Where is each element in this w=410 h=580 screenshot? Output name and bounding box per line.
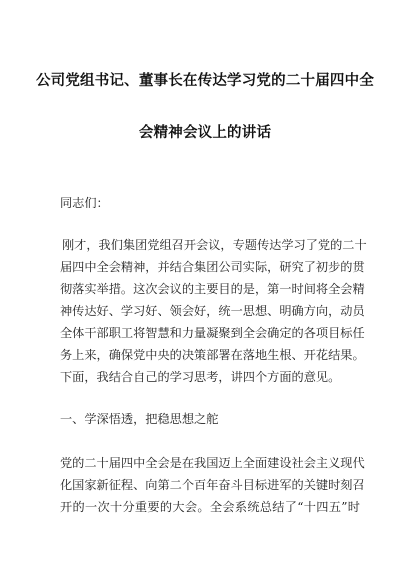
paragraph-2-line: 开的一次十分重要的大会。全会系统总结了“十四五”时 xyxy=(60,500,360,514)
salutation-text: 同志们： xyxy=(60,196,109,210)
salutation xyxy=(60,192,360,214)
document-title-line-1: 公司党组书记、董事长在传达学习党的二十届四中全 xyxy=(35,73,375,89)
paragraph-1-line: 刚才，我们集团党组召开会议，专题传达学习了党的二十 xyxy=(62,238,367,252)
paragraph-1 xyxy=(60,234,367,388)
paragraph-1-line: 务上来，确保党中央的决策部署在落地生根、开花结果。 xyxy=(60,348,365,362)
section-heading-text: 一、学深悟透，把稳思想之舵 xyxy=(60,412,219,426)
document-title-line-2: 会精神会议上的讲话 xyxy=(138,125,272,141)
paragraph-1-line: 神传达好、学习好、领会好，统一思想、明确方向，动员 xyxy=(60,304,365,318)
paragraph-1-line: 下面，我结合自己的学习思考，讲四个方面的意见。 xyxy=(60,370,341,384)
paragraph-2-line: 党的二十届四中全会是在我国迈上全面建设社会主义现代 xyxy=(60,456,365,470)
paragraph-2 xyxy=(60,452,365,518)
paragraph-1-line: 全体干部职工将智慧和力量凝聚到全会确定的各项目标任 xyxy=(60,326,365,340)
paragraph-2-line: 化国家新征程、向第二个百年奋斗目标进军的关键时刻召 xyxy=(60,478,365,492)
paragraph-1-line: 彻落实举措。这次会议的主要目的是，第一时间将全会精 xyxy=(60,282,365,296)
paragraph-1-line: 届四中全会精神，并结合集团公司实际，研究了初步的贯 xyxy=(60,260,365,274)
section-heading-1 xyxy=(60,408,360,430)
